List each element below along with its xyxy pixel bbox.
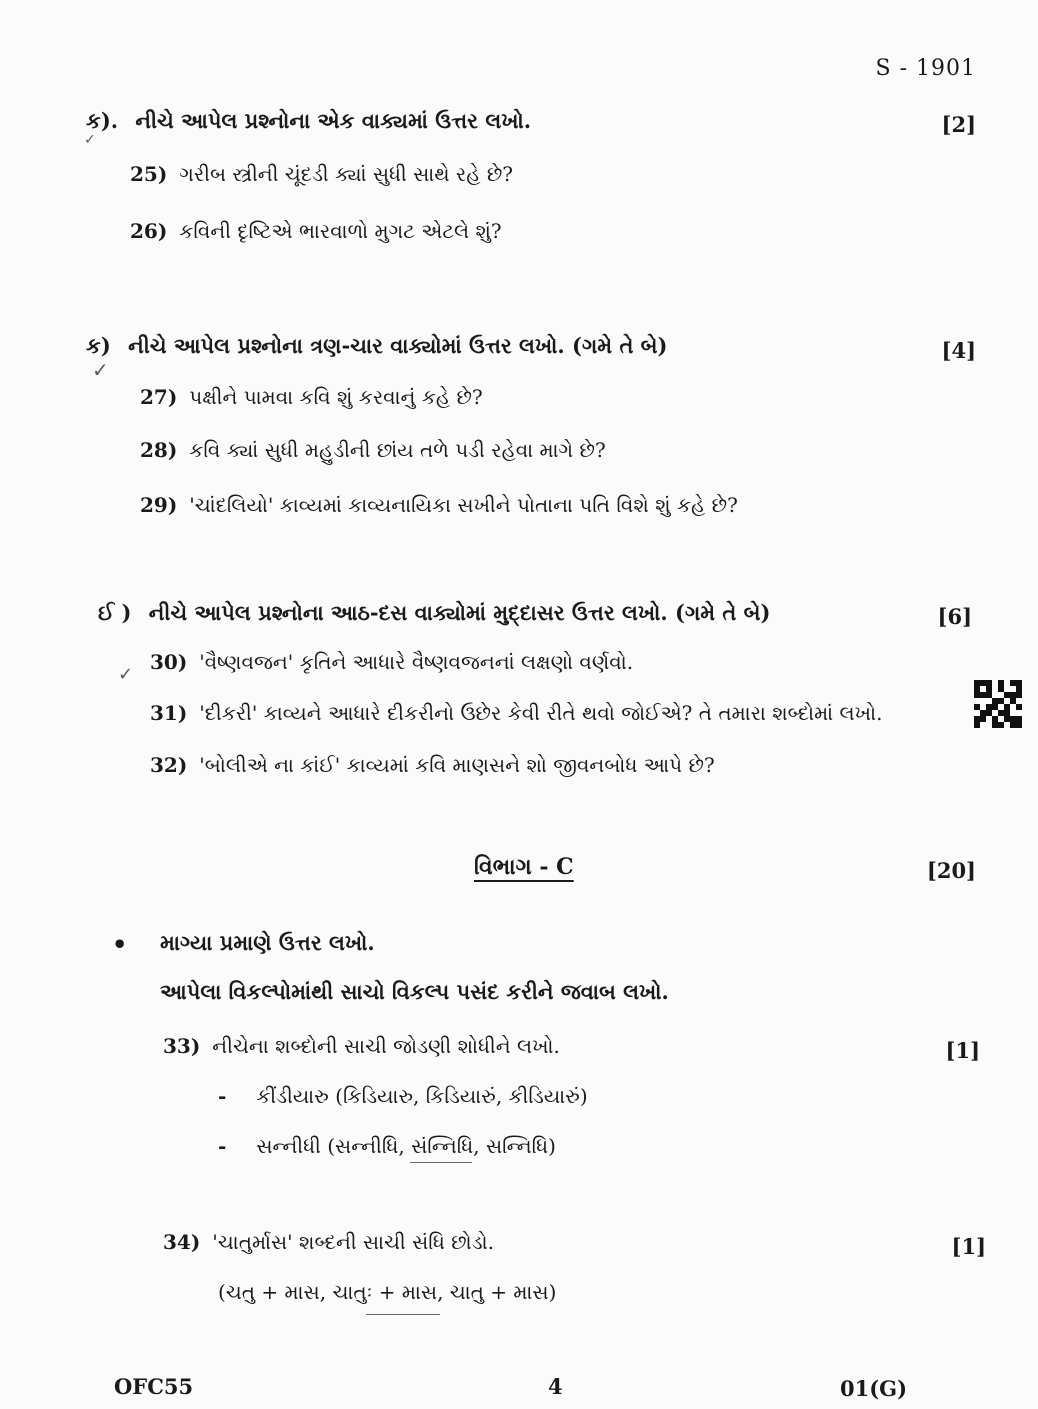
section-instruction: નીચે આપેલ પ્રશ્નોના આઠ-દસ વાક્યોમાં મુદ્દાસર ઉત્તર લખો. (ગમે તે બે) [148,600,771,625]
part-c-marks: [20] [926,858,976,883]
dash: - [218,1084,227,1108]
question-number: 32) [150,753,188,777]
spelling-item-text: સન્નીધી (સન્નીધિ, સંન્નિધિ, સન્નિધિ) [256,1134,556,1158]
tick-mark: ✓ [84,132,96,148]
question-number: 26) [130,219,168,243]
section-title [98,600,770,626]
question-number: 31) [150,701,188,725]
question-text: 'ચાતુર્માસ' શબ્દની સાચી સંધિ છોડો. [212,1230,494,1254]
question-number: 28) [140,438,178,462]
section-marker: ક) [86,333,111,358]
bullet-icon: • [112,930,128,959]
spelling-item [218,1084,588,1108]
instruction-2: આપેલા વિકલ્પોમાંથી સાચો વિકલ્પ પસંદ કરીને જવાબ લખો. [160,979,669,1004]
question-number: 30) [150,650,188,674]
question-27 [140,385,483,409]
section-instruction: નીચે આપેલ પ્રશ્નોના ત્રણ-ચાર વાક્યોમાં ઉત્તર લખો. (ગમે તે બે) [128,333,668,358]
sandhi-options: (ચતુ + માસ, ચાતુઃ + માસ, ચાતુ + માસ) [218,1280,557,1304]
section-marker: ઈ ) [98,600,132,625]
tick-mark: ✓ [92,358,109,382]
tick-mark: ✓ [118,664,134,685]
question-28 [140,438,606,462]
question-number: 25) [130,162,168,186]
question-text: 'બોલીએ ના કાંઈ' કાવ્યમાં કવિ માણસને શો જીવનબોધ આપે છે? [199,753,715,777]
qr-code-icon [974,680,1022,728]
question-text: કવિની દૃષ્ટિએ ભારવાળો મુગટ એટલે શું? [179,219,502,243]
section-marks: [4] [941,338,976,363]
section-marker: ક). [86,108,119,133]
question-number: 33) [163,1034,201,1058]
question-text: 'વૈષ્ણવજન' કૃતિને આધારે વૈષ્ણવજનનાં લક્ષણો વર્ણવો. [199,650,634,674]
question-34 [163,1230,494,1254]
question-number: 34) [163,1230,201,1254]
question-number: 27) [140,385,178,409]
question-34-marks: [1] [951,1234,986,1259]
pen-underline [410,1162,472,1163]
question-text: કવિ ક્યાં સુધી મહુડીની છાંય તળે પડી રહેવા માગે છે? [189,438,606,462]
section-title [86,333,667,359]
pen-underline [366,1314,440,1315]
dash: - [218,1134,227,1158]
question-number: 29) [140,493,178,517]
spelling-item-text: કીંડીયારુ (કિડિયારુ, કિડિયારું, કીડિયારું) [256,1084,588,1108]
question-text: ગરીબ સ્ત્રીની ચૂંદડી ક્યાં સુધી સાથે રહે છે? [179,162,514,186]
footer-version: 01(G) [840,1376,908,1401]
section-instruction: નીચે આપેલ પ્રશ્નોના એક વાક્યમાં ઉત્તર લખો. [135,108,532,133]
section-marks: [2] [941,112,976,137]
paper-code: S - 1901 [875,56,976,81]
question-text: નીચેના શબ્દોની સાચી જોડણી શોધીને લખો. [212,1034,560,1058]
spelling-item [218,1134,556,1158]
part-c-heading: વિભાગ - C [474,854,574,880]
question-33-marks: [1] [945,1038,980,1063]
footer-code: OFC55 [114,1374,194,1399]
question-text: 'દીકરી' કાવ્યને આધારે દીકરીનો ઉછેર કેવી રીતે થવો જોઈએ? તે તમારા શબ્દોમાં લખો. [199,701,883,725]
question-33 [163,1034,560,1058]
question-25 [130,162,513,186]
question-31 [150,701,882,725]
question-text: 'ચાંદલિયો' કાવ્યમાં કાવ્યનાયિકા સખીને પોતાના પતિ વિશે શું કહે છે? [189,493,738,517]
section-marks: [6] [937,604,972,629]
question-26 [130,219,502,243]
instruction-1: માગ્યા પ્રમાણે ઉત્તર લખો. [160,930,375,955]
section-title [86,108,531,134]
question-30 [150,650,633,674]
question-29 [140,493,738,517]
page-number: 4 [548,1374,563,1399]
question-32 [150,753,715,777]
question-text: પક્ષીને પામવા કવિ શું કરવાનું કહે છે? [189,385,483,409]
